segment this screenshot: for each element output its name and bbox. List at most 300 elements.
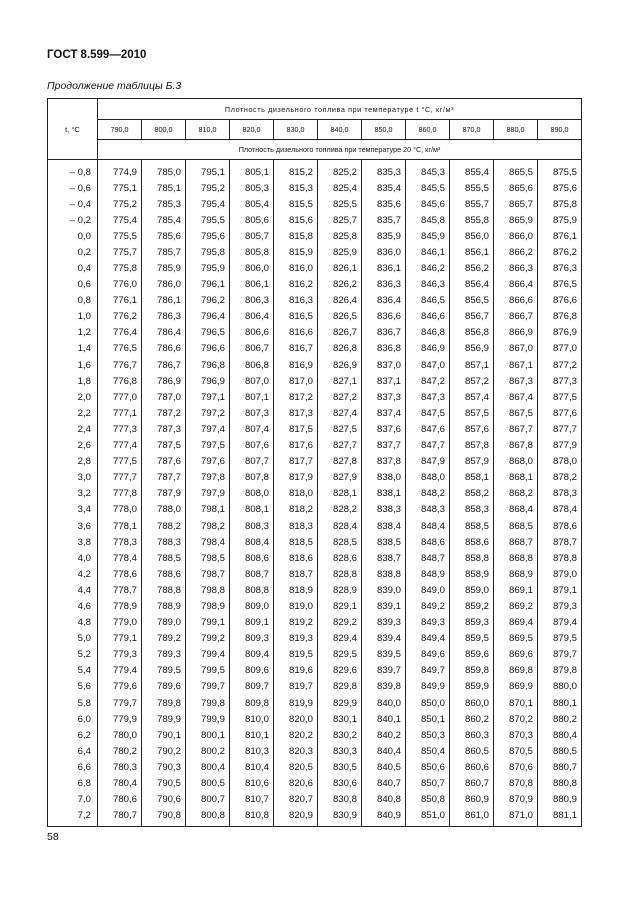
density-cell: 837,8 <box>362 454 406 470</box>
density-cell: 859,8 <box>450 663 494 679</box>
temperature-cell: 7,0 <box>48 792 98 808</box>
density-cell: 847,0 <box>406 357 450 373</box>
temperature-cell: 3,6 <box>48 518 98 534</box>
density-cell: 780,3 <box>98 759 142 775</box>
density-cell: 860,9 <box>450 792 494 808</box>
density-cell: 879,0 <box>538 566 582 582</box>
density-cell: 859,3 <box>450 615 494 631</box>
density-cell: 807,4 <box>230 421 274 437</box>
density-cell: 865,6 <box>494 180 538 196</box>
table-row <box>48 582 582 598</box>
density-cell: 878,2 <box>538 470 582 486</box>
density-cell: 837,1 <box>362 373 406 389</box>
table-row <box>48 357 582 373</box>
table-row <box>48 405 582 421</box>
density-cell: 805,6 <box>230 212 274 228</box>
density-cell: 807,1 <box>230 389 274 405</box>
density-column-header: 820,0 <box>230 120 274 140</box>
density-cell: 809,8 <box>230 695 274 711</box>
density-cell: 880,4 <box>538 727 582 743</box>
density-cell: 845,8 <box>406 212 450 228</box>
density-cell: 846,2 <box>406 260 450 276</box>
density-cell: 846,6 <box>406 309 450 325</box>
density-cell: 838,5 <box>362 534 406 550</box>
density-cell: 850,1 <box>406 711 450 727</box>
density-cell: 855,5 <box>450 180 494 196</box>
density-cell: 818,5 <box>274 534 318 550</box>
density-cell: 827,7 <box>318 438 362 454</box>
temperature-cell: 1,0 <box>48 309 98 325</box>
density-cell: 869,9 <box>494 679 538 695</box>
density-cell: 860,5 <box>450 743 494 759</box>
density-cell: 816,2 <box>274 277 318 293</box>
density-cell: 829,6 <box>318 663 362 679</box>
density-cell: 828,9 <box>318 582 362 598</box>
density-cell: 786,7 <box>142 357 186 373</box>
density-cell: 795,8 <box>186 244 230 260</box>
density-cell: 818,7 <box>274 566 318 582</box>
density-column-header: 860,0 <box>406 120 450 140</box>
density-cell: 856,2 <box>450 260 494 276</box>
table-row <box>48 727 582 743</box>
density-cell: 868,4 <box>494 502 538 518</box>
density-cell: 787,3 <box>142 421 186 437</box>
density-cell: 839,7 <box>362 663 406 679</box>
density-cell: 829,8 <box>318 679 362 695</box>
density-cell: 810,1 <box>230 727 274 743</box>
density-cell: 836,0 <box>362 244 406 260</box>
density-cell: 776,8 <box>98 373 142 389</box>
density-cell: 774,9 <box>98 160 142 181</box>
density-cell: 847,6 <box>406 421 450 437</box>
density-cell: 799,1 <box>186 615 230 631</box>
density-cell: 815,2 <box>274 160 318 181</box>
density-cell: 860,0 <box>450 695 494 711</box>
temperature-cell: 6,8 <box>48 775 98 791</box>
density-cell: 868,1 <box>494 470 538 486</box>
density-cell: 806,3 <box>230 293 274 309</box>
density-cell: 808,7 <box>230 566 274 582</box>
density-cell: 860,6 <box>450 759 494 775</box>
density-cell: 840,9 <box>362 808 406 827</box>
density-cell: 809,4 <box>230 647 274 663</box>
density-cell: 810,8 <box>230 808 274 827</box>
temperature-cell: 4,2 <box>48 566 98 582</box>
temperature-cell: 2,4 <box>48 421 98 437</box>
density-cell: 825,5 <box>318 196 362 212</box>
density-cell: 879,8 <box>538 663 582 679</box>
density-cell: 830,3 <box>318 743 362 759</box>
density-column-header: 810,0 <box>186 120 230 140</box>
temperature-cell: 3,4 <box>48 502 98 518</box>
density-cell: 849,2 <box>406 598 450 614</box>
density-cell: 788,0 <box>142 502 186 518</box>
density-column-header: 840,0 <box>318 120 362 140</box>
density-cell: 857,1 <box>450 357 494 373</box>
density-cell: 789,6 <box>142 679 186 695</box>
density-cell: 848,0 <box>406 470 450 486</box>
density-cell: 815,3 <box>274 180 318 196</box>
density-cell: 877,5 <box>538 389 582 405</box>
density-column-header: 870,0 <box>450 120 494 140</box>
density-cell: 796,5 <box>186 325 230 341</box>
density-cell: 785,1 <box>142 180 186 196</box>
density-cell: 837,3 <box>362 389 406 405</box>
density-cell: 827,9 <box>318 470 362 486</box>
density-cell: 795,4 <box>186 196 230 212</box>
table-row <box>48 679 582 695</box>
density-cell: 866,6 <box>494 293 538 309</box>
density-cell: 827,4 <box>318 405 362 421</box>
table-row <box>48 792 582 808</box>
density-cell: 868,8 <box>494 550 538 566</box>
density-cell: 835,4 <box>362 180 406 196</box>
table-row <box>48 309 582 325</box>
density-cell: 847,7 <box>406 438 450 454</box>
density-cell: 875,8 <box>538 196 582 212</box>
density-cell: 848,7 <box>406 550 450 566</box>
density-cell: 826,1 <box>318 260 362 276</box>
density-cell: 875,9 <box>538 212 582 228</box>
density-cell: 797,5 <box>186 438 230 454</box>
density-cell: 807,8 <box>230 470 274 486</box>
density-cell: 848,2 <box>406 486 450 502</box>
density-cell: 807,7 <box>230 454 274 470</box>
density-cell: 830,6 <box>318 775 362 791</box>
density-cell: 856,4 <box>450 277 494 293</box>
density-cell: 800,1 <box>186 727 230 743</box>
density-cell: 869,6 <box>494 647 538 663</box>
density-cell: 805,1 <box>230 160 274 181</box>
density-cell: 800,2 <box>186 743 230 759</box>
table-row <box>48 759 582 775</box>
density-cell: 799,4 <box>186 647 230 663</box>
density-cell: 815,8 <box>274 228 318 244</box>
temperature-cell: 0,4 <box>48 260 98 276</box>
density-cell: 775,8 <box>98 260 142 276</box>
density-cell: 779,9 <box>98 711 142 727</box>
density-cell: 866,0 <box>494 228 538 244</box>
density-cell: 875,5 <box>538 160 582 181</box>
table-row <box>48 566 582 582</box>
density-cell: 820,7 <box>274 792 318 808</box>
density-cell: 838,0 <box>362 470 406 486</box>
density-cell: 796,4 <box>186 309 230 325</box>
density-cell: 815,5 <box>274 196 318 212</box>
density-cell: 780,7 <box>98 808 142 827</box>
table-row <box>48 550 582 566</box>
temperature-cell: 3,0 <box>48 470 98 486</box>
temperature-cell: 2,6 <box>48 438 98 454</box>
density-cell: 839,3 <box>362 615 406 631</box>
density-cell: 828,2 <box>318 502 362 518</box>
density-cell: 777,3 <box>98 421 142 437</box>
density-cell: 788,3 <box>142 534 186 550</box>
density-cell: 867,3 <box>494 373 538 389</box>
density-cell: 806,4 <box>230 309 274 325</box>
density-cell: 777,5 <box>98 454 142 470</box>
density-cell: 825,2 <box>318 160 362 181</box>
density-cell: 816,6 <box>274 325 318 341</box>
temperature-cell: 4,8 <box>48 615 98 631</box>
density-cell: 865,7 <box>494 196 538 212</box>
document-code: ГОСТ 8.599—2010 <box>47 49 147 61</box>
density-cell: 866,9 <box>494 325 538 341</box>
table-row <box>48 244 582 260</box>
density-cell: 850,0 <box>406 695 450 711</box>
density-cell: 837,0 <box>362 357 406 373</box>
density-cell: 797,9 <box>186 486 230 502</box>
density-cell: 819,0 <box>274 598 318 614</box>
density-cell: 820,9 <box>274 808 318 827</box>
density-cell: 819,3 <box>274 631 318 647</box>
density-cell: 836,4 <box>362 293 406 309</box>
density-cell: 779,1 <box>98 631 142 647</box>
density-cell: 807,0 <box>230 373 274 389</box>
density-cell: 788,6 <box>142 566 186 582</box>
density-cell: 878,0 <box>538 454 582 470</box>
density-cell: 817,3 <box>274 405 318 421</box>
density-cell: 818,3 <box>274 518 318 534</box>
density-cell: 810,3 <box>230 743 274 759</box>
density-cell: 846,9 <box>406 341 450 357</box>
table-row <box>48 711 582 727</box>
density-cell: 826,2 <box>318 277 362 293</box>
density-cell: 836,8 <box>362 341 406 357</box>
density-cell: 836,6 <box>362 309 406 325</box>
density-cell: 798,4 <box>186 534 230 550</box>
density-cell: 837,4 <box>362 405 406 421</box>
table-row <box>48 695 582 711</box>
density-cell: 880,1 <box>538 695 582 711</box>
density-cell: 808,8 <box>230 582 274 598</box>
density-cell: 776,7 <box>98 357 142 373</box>
density-cell: 840,5 <box>362 759 406 775</box>
density-cell: 816,9 <box>274 357 318 373</box>
density-cell: 805,8 <box>230 244 274 260</box>
table-row <box>48 775 582 791</box>
density-cell: 810,0 <box>230 711 274 727</box>
density-cell: 776,2 <box>98 309 142 325</box>
density-cell: 820,5 <box>274 759 318 775</box>
density-cell: 817,0 <box>274 373 318 389</box>
density-cell: 846,1 <box>406 244 450 260</box>
density-cell: 817,5 <box>274 421 318 437</box>
density-cell: 839,1 <box>362 598 406 614</box>
density-cell: 848,4 <box>406 518 450 534</box>
density-cell: 857,4 <box>450 389 494 405</box>
density-cell: 820,6 <box>274 775 318 791</box>
density-cell: 809,7 <box>230 679 274 695</box>
density-cell: 827,8 <box>318 454 362 470</box>
density-cell: 778,4 <box>98 550 142 566</box>
density-cell: 806,0 <box>230 260 274 276</box>
density-cell: 876,9 <box>538 325 582 341</box>
density-cell: 870,5 <box>494 743 538 759</box>
density-cell: 878,7 <box>538 534 582 550</box>
table-row <box>48 470 582 486</box>
density-cell: 868,9 <box>494 566 538 582</box>
density-cell: 817,9 <box>274 470 318 486</box>
temperature-cell: 6,2 <box>48 727 98 743</box>
density-cell: 805,3 <box>230 180 274 196</box>
density-cell: 816,3 <box>274 293 318 309</box>
density-cell: 829,4 <box>318 631 362 647</box>
density-cell: 797,6 <box>186 454 230 470</box>
density-cell: 786,4 <box>142 325 186 341</box>
density-cell: 876,3 <box>538 260 582 276</box>
density-cell: 807,6 <box>230 438 274 454</box>
density-cell: 867,1 <box>494 357 538 373</box>
density-cell: 795,2 <box>186 180 230 196</box>
density-cell: 796,9 <box>186 373 230 389</box>
density-cell: 830,5 <box>318 759 362 775</box>
density-cell: 820,3 <box>274 743 318 759</box>
density-cell: 787,6 <box>142 454 186 470</box>
density-cell: 828,4 <box>318 518 362 534</box>
density-cell: 790,5 <box>142 775 186 791</box>
density-cell: 785,3 <box>142 196 186 212</box>
density-cell: 877,2 <box>538 357 582 373</box>
density-cell: 828,1 <box>318 486 362 502</box>
table-body <box>48 160 582 827</box>
density-cell: 775,5 <box>98 228 142 244</box>
density-cell: 796,6 <box>186 341 230 357</box>
density-cell: 786,6 <box>142 341 186 357</box>
density-cell: 860,7 <box>450 775 494 791</box>
density-cell: 871,0 <box>494 808 538 827</box>
table-row <box>48 518 582 534</box>
temperature-cell: – 0,6 <box>48 180 98 196</box>
density-cell: 857,9 <box>450 454 494 470</box>
density-cell: 859,5 <box>450 631 494 647</box>
density-cell: 789,8 <box>142 695 186 711</box>
density-cell: 865,5 <box>494 160 538 181</box>
density-cell: 849,4 <box>406 631 450 647</box>
table-caption: Продолжение таблицы Б.3 <box>47 80 182 92</box>
density-cell: 876,1 <box>538 228 582 244</box>
density-cell: 866,4 <box>494 277 538 293</box>
density-cell: 797,4 <box>186 421 230 437</box>
density-cell: 808,1 <box>230 502 274 518</box>
density-cell: 790,1 <box>142 727 186 743</box>
density-cell: 799,2 <box>186 631 230 647</box>
table-row <box>48 180 582 196</box>
density-cell: 826,5 <box>318 309 362 325</box>
temperature-cell: 6,0 <box>48 711 98 727</box>
density-cell: 819,6 <box>274 663 318 679</box>
density-cell: 878,3 <box>538 486 582 502</box>
density-cell: 839,8 <box>362 679 406 695</box>
density-cell: 849,9 <box>406 679 450 695</box>
density-cell: 867,5 <box>494 405 538 421</box>
density-cell: 858,1 <box>450 470 494 486</box>
density-cell: 836,3 <box>362 277 406 293</box>
temperature-cell: 2,0 <box>48 389 98 405</box>
density-cell: 858,5 <box>450 518 494 534</box>
density-cell: 826,9 <box>318 357 362 373</box>
density-cell: 828,8 <box>318 566 362 582</box>
density-cell: 815,6 <box>274 212 318 228</box>
density-cell: 856,9 <box>450 341 494 357</box>
density-cell: 825,8 <box>318 228 362 244</box>
density-cell: 778,6 <box>98 566 142 582</box>
table-row <box>48 260 582 276</box>
density-cell: 806,7 <box>230 341 274 357</box>
temperature-cell: 1,4 <box>48 341 98 357</box>
density-cell: 850,6 <box>406 759 450 775</box>
density-cell: 861,0 <box>450 808 494 827</box>
density-cell: 785,0 <box>142 160 186 181</box>
density-cell: 799,8 <box>186 695 230 711</box>
density-cell: 856,5 <box>450 293 494 309</box>
density-cell: 860,2 <box>450 711 494 727</box>
temperature-cell: – 0,4 <box>48 196 98 212</box>
density-cell: 870,1 <box>494 695 538 711</box>
density-cell: 879,5 <box>538 631 582 647</box>
density-cell: 877,3 <box>538 373 582 389</box>
density-cell: 876,2 <box>538 244 582 260</box>
table-row <box>48 502 582 518</box>
density-cell: 847,3 <box>406 389 450 405</box>
density-cell: 818,2 <box>274 502 318 518</box>
density-cell: 778,1 <box>98 518 142 534</box>
density-cell: 799,5 <box>186 663 230 679</box>
density-cell: 880,8 <box>538 775 582 791</box>
density-cell: 776,1 <box>98 293 142 309</box>
density-cell: 808,0 <box>230 486 274 502</box>
temperature-cell: 4,0 <box>48 550 98 566</box>
density-cell: 840,2 <box>362 727 406 743</box>
table-row <box>48 631 582 647</box>
density-cell: 795,6 <box>186 228 230 244</box>
density-cell: 806,8 <box>230 357 274 373</box>
density-cell: 877,7 <box>538 421 582 437</box>
density-cell: 778,7 <box>98 582 142 598</box>
density-cell: 800,7 <box>186 792 230 808</box>
density-cell: 810,4 <box>230 759 274 775</box>
density-cell: 779,4 <box>98 663 142 679</box>
density-cell: 858,3 <box>450 502 494 518</box>
temperature-cell: 1,6 <box>48 357 98 373</box>
density-cell: 878,4 <box>538 502 582 518</box>
density-cell: 840,8 <box>362 792 406 808</box>
table-row <box>48 341 582 357</box>
density-cell: 798,9 <box>186 598 230 614</box>
density-at-t-header: Плотность дизельного топлива при температуре t °C, кг/м³ <box>98 99 582 120</box>
density-cell: 826,4 <box>318 293 362 309</box>
density-cell: 798,5 <box>186 550 230 566</box>
density-cell: 838,8 <box>362 566 406 582</box>
density-cell: 869,4 <box>494 615 538 631</box>
density-cell: 850,3 <box>406 727 450 743</box>
density-cell: 810,7 <box>230 792 274 808</box>
density-cell: 876,8 <box>538 309 582 325</box>
density-cell: 780,4 <box>98 775 142 791</box>
density-cell: 879,4 <box>538 615 582 631</box>
density-cell: 788,2 <box>142 518 186 534</box>
density-cell: 789,5 <box>142 663 186 679</box>
density-cell: 876,5 <box>538 277 582 293</box>
density-cell: 805,7 <box>230 228 274 244</box>
density-cell: 797,8 <box>186 470 230 486</box>
density-cell: 790,2 <box>142 743 186 759</box>
density-cell: 798,1 <box>186 502 230 518</box>
density-cell: 808,4 <box>230 534 274 550</box>
density-cell: 789,3 <box>142 647 186 663</box>
density-cell: 795,9 <box>186 260 230 276</box>
temperature-cell: 0,2 <box>48 244 98 260</box>
